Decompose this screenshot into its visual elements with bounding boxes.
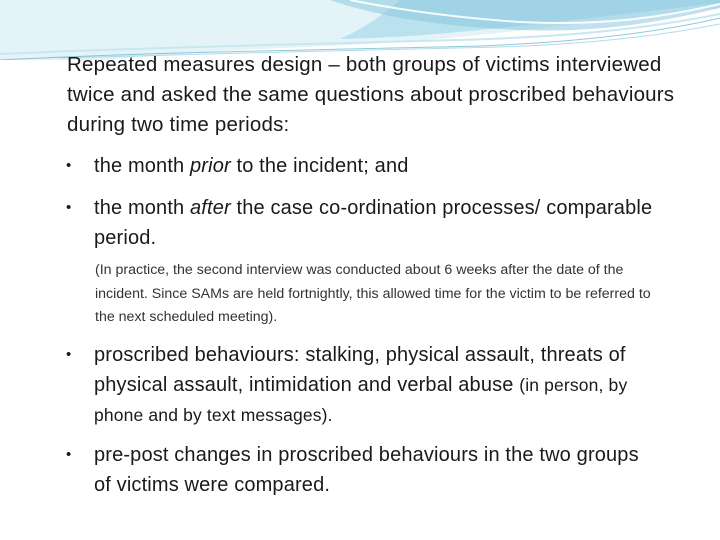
bullet-marker: •: [66, 157, 72, 174]
bullet-marker: •: [66, 346, 72, 363]
bullet-text: the month prior to the incident; and: [94, 155, 409, 177]
bullet-text: proscribed behaviours: stalking, physical assault, threats of physical assault, intimidation and verbal abuse (in person, by phone and by text messages).: [94, 344, 628, 425]
bullet-marker: •: [66, 199, 72, 216]
bullet-text: pre-post changes in proscribed behaviours in the two groups of victims were compared.: [94, 444, 639, 496]
bullet-text: the month after the case co-ordination processes/ comparable period.: [94, 197, 653, 249]
practice-note: (In practice, the second interview was conducted about 6 weeks after the date of the incident. Since SAMs are held fortnightly, this allowed time for the victim to be referred to the next scheduled meeting).: [95, 262, 651, 325]
intro-paragraph: Repeated measures design – both groups of victims interviewed twice and asked the same questions about proscribed behaviours during two time periods:: [67, 53, 675, 136]
bullet-marker: •: [66, 446, 72, 463]
